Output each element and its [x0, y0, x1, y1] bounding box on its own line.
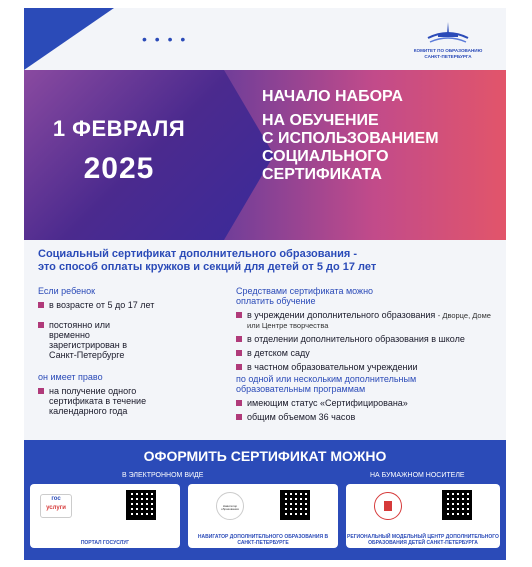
committee-logo — [402, 20, 494, 59]
bullet-marker — [236, 336, 242, 342]
programs-item: общим объемом 36 часов — [236, 412, 498, 422]
bullet-marker — [38, 302, 44, 308]
paper-label: НА БУМАЖНОМ НОСИТЕЛЕ — [370, 472, 465, 479]
payment-heading: Средствами сертификата можно оплатить обучение — [236, 286, 374, 306]
committee-emblem-icon — [418, 20, 478, 48]
eligibility-item: в возрасте от 5 до 17 лет — [38, 300, 238, 310]
navigator-label: НАВИГАТОР ДОПОЛНИТЕЛЬНОГО ОБРАЗОВАНИЯ В САНКТ-ПЕТЕРБУРГЕ — [197, 534, 329, 546]
intro-line-1: Социальный сертификат дополнительного образования - — [38, 248, 358, 260]
gosuslugi-label: ПОРТАЛ ГОСУСЛУГ — [80, 540, 130, 546]
footer — [24, 440, 506, 560]
eligibility-column — [38, 286, 238, 416]
bullet-marker — [236, 364, 242, 370]
bullet-marker — [236, 414, 242, 420]
programs-heading: по одной или нескольким дополнительным образовательным программам — [236, 374, 417, 394]
headline — [262, 88, 502, 184]
navigator-logo: Навигатор образования — [216, 492, 244, 520]
regional-center-card[interactable] — [346, 484, 500, 548]
start-date-year: 2025 — [83, 152, 155, 185]
headline-line-4: СОЦИАЛЬНОГО — [262, 148, 389, 165]
gosuslugi-card[interactable] — [30, 484, 180, 548]
payment-item: в частном образовательном учреждении — [236, 362, 498, 372]
eligibility-heading: Если ребенок — [38, 286, 96, 296]
footer-title: ОФОРМИТЬ СЕРТИФИКАТ МОЖНО — [143, 448, 387, 464]
programs-item: имеющим статус «Сертифицирована» — [236, 398, 498, 408]
payment-item: в детском саду — [236, 348, 498, 358]
intro-text — [38, 248, 498, 274]
bullet-marker — [38, 322, 44, 328]
start-date — [34, 116, 204, 186]
bullet-marker — [236, 350, 242, 356]
poster — [24, 8, 506, 560]
regional-center-label: РЕГИОНАЛЬНЫЙ МОДЕЛЬНЫЙ ЦЕНТР ДОПОЛНИТЕЛЬНОГО ОБРАЗОВАНИЯ ДЕТЕЙ САНКТ-ПЕТЕРБУРГА — [347, 534, 499, 546]
regional-center-qr-code[interactable] — [442, 490, 472, 520]
dots-decoration: • • • • — [142, 31, 188, 47]
headline-line-3: С ИСПОЛЬЗОВАНИЕМ — [262, 130, 439, 147]
payment-column — [236, 286, 498, 422]
payment-item: в учреждении дополнительного образования - Дворце, Доме или Центре творчества — [236, 310, 498, 330]
bullet-marker — [236, 400, 242, 406]
intro-line-2: это способ оплаты кружков и секций для детей от 5 до 17 лет — [38, 261, 377, 273]
regional-center-logo — [374, 492, 402, 520]
rights-heading: он имеет право — [38, 372, 103, 382]
headline-line-2: НА ОБУЧЕНИЕ — [262, 112, 379, 129]
headline-line-5: СЕРТИФИКАТА — [262, 166, 382, 183]
navigator-qr-code[interactable] — [280, 490, 310, 520]
bullet-marker — [236, 312, 242, 318]
bullet-marker — [38, 388, 44, 394]
logo-line-1: КОМИТЕТ ПО ОБРАЗОВАНИЮ — [413, 48, 483, 53]
banner — [24, 70, 506, 240]
payment-item: в отделении дополнительного образования в школе — [236, 334, 498, 344]
navigator-card[interactable] — [188, 484, 338, 548]
regional-center-emblem-icon — [375, 493, 401, 519]
headline-line-1: НАЧАЛО НАБОРА — [262, 88, 403, 105]
electronic-label: В ЭЛЕКТРОННОМ ВИДЕ — [122, 472, 204, 479]
gosuslugi-qr-code[interactable] — [126, 490, 156, 520]
gosuslugi-logo: гос услуги — [40, 494, 72, 518]
start-date-day: 1 ФЕВРАЛЯ — [52, 116, 186, 141]
blue-corner-decoration — [24, 8, 114, 70]
rights-item: на получение одного сертификата в течение календарного года — [38, 386, 158, 416]
logo-line-2: САНКТ-ПЕТЕРБУРГА — [424, 53, 472, 59]
eligibility-item: постоянно или временно зарегистрирован в Санкт-Петербурге — [38, 320, 148, 360]
